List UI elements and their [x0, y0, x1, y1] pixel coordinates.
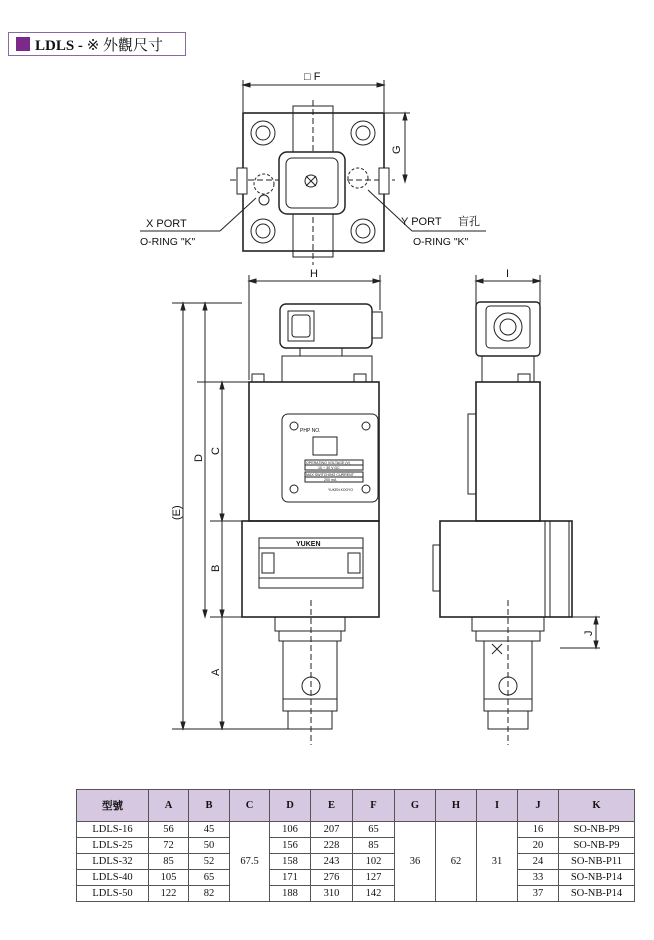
cell-a: 85: [149, 854, 189, 870]
header-e: E: [311, 790, 353, 822]
header-c: C: [230, 790, 270, 822]
cell-c-shared: 67.5: [230, 822, 270, 902]
cell-b: 45: [189, 822, 230, 838]
header-g: G: [395, 790, 436, 822]
header-f: F: [353, 790, 395, 822]
cell-d: 106: [270, 822, 311, 838]
dim-a-label: A: [210, 668, 222, 676]
dim-b-label: B: [210, 564, 222, 572]
header-b: B: [189, 790, 230, 822]
cell-a: 122: [149, 886, 189, 902]
side-view: [433, 275, 600, 745]
dim-d-label: D: [193, 454, 205, 462]
dim-g-label: G: [391, 145, 403, 154]
cell-f: 127: [353, 870, 395, 886]
y-oring-label: O-RING "K": [413, 236, 469, 248]
table-row: [77, 838, 635, 854]
plate-foot: YUKEN KOGYO: [328, 488, 354, 492]
table-row: [77, 870, 635, 886]
table-row: [77, 886, 635, 902]
cell-f: 102: [353, 854, 395, 870]
cell-d: 156: [270, 838, 311, 854]
dim-f-label: □ F: [304, 71, 321, 83]
title-model: LDLS -: [35, 37, 83, 54]
cell-e: 276: [311, 870, 353, 886]
table-row: [77, 822, 635, 838]
title-subtitle: 外觀尺寸: [103, 37, 164, 54]
plate-title: PHP NO.: [300, 428, 321, 434]
cell-b: 82: [189, 886, 230, 902]
x-oring-label: O-RING "K": [140, 236, 196, 248]
cell-g-shared: 36: [395, 822, 436, 902]
table-header-row: [77, 790, 635, 822]
cell-e: 310: [311, 886, 353, 902]
cell-k: SO-NB-P14: [559, 870, 635, 886]
cell-j: 33: [518, 870, 559, 886]
cell-d: 158: [270, 854, 311, 870]
cell-k: SO-NB-P11: [559, 854, 635, 870]
cell-d: 171: [270, 870, 311, 886]
x-port-label: X PORT: [146, 218, 187, 230]
header-h: H: [436, 790, 477, 822]
cell-e: 243: [311, 854, 353, 870]
dim-e-label: (E): [171, 505, 183, 520]
plate-line2: 10 ~ 30 V DC: [318, 466, 340, 470]
dimension-table: [76, 789, 635, 902]
cell-f: 65: [353, 822, 395, 838]
plate-line4: 200 mA: [324, 478, 337, 482]
y-port-label: Y PORT: [401, 216, 442, 228]
cell-a: 105: [149, 870, 189, 886]
cell-a: 72: [149, 838, 189, 854]
cell-model: LDLS-40: [77, 870, 149, 886]
dim-i-label: I: [506, 268, 510, 280]
header-k: K: [559, 790, 635, 822]
cell-j: 37: [518, 886, 559, 902]
front-view: [172, 275, 382, 745]
header-model: 型號: [77, 790, 149, 822]
cell-model: LDLS-25: [77, 838, 149, 854]
cell-h-shared: 62: [436, 822, 477, 902]
header-i: I: [477, 790, 518, 822]
dim-c-label: C: [210, 447, 222, 455]
cell-j: 20: [518, 838, 559, 854]
cell-k: SO-NB-P9: [559, 822, 635, 838]
cell-a: 56: [149, 822, 189, 838]
cell-k: SO-NB-P14: [559, 886, 635, 902]
header-j: J: [518, 790, 559, 822]
dim-j-label: J: [583, 630, 595, 636]
plate-line3: MAX SWITCHING CURRENT: [306, 473, 354, 477]
dim-h-label: H: [310, 268, 318, 280]
plate-line1: OPERATING VOLTAGE (V): [306, 461, 351, 465]
cell-model: LDLS-16: [77, 822, 149, 838]
cell-b: 52: [189, 854, 230, 870]
cell-e: 228: [311, 838, 353, 854]
cell-j: 16: [518, 822, 559, 838]
cell-f: 142: [353, 886, 395, 902]
brand-label: YUKEN: [296, 541, 321, 548]
cell-b: 65: [189, 870, 230, 886]
cell-e: 207: [311, 822, 353, 838]
cell-model: LDLS-32: [77, 854, 149, 870]
header-d: D: [270, 790, 311, 822]
cell-i-shared: 31: [477, 822, 518, 902]
cell-f: 85: [353, 838, 395, 854]
cell-model: LDLS-50: [77, 886, 149, 902]
cell-d: 188: [270, 886, 311, 902]
cell-b: 50: [189, 838, 230, 854]
title-mark: ※: [86, 37, 100, 54]
cell-j: 24: [518, 854, 559, 870]
y-port-cjk-label: 盲孔: [458, 216, 480, 228]
table-row: [77, 854, 635, 870]
cell-k: SO-NB-P9: [559, 838, 635, 854]
header-a: A: [149, 790, 189, 822]
